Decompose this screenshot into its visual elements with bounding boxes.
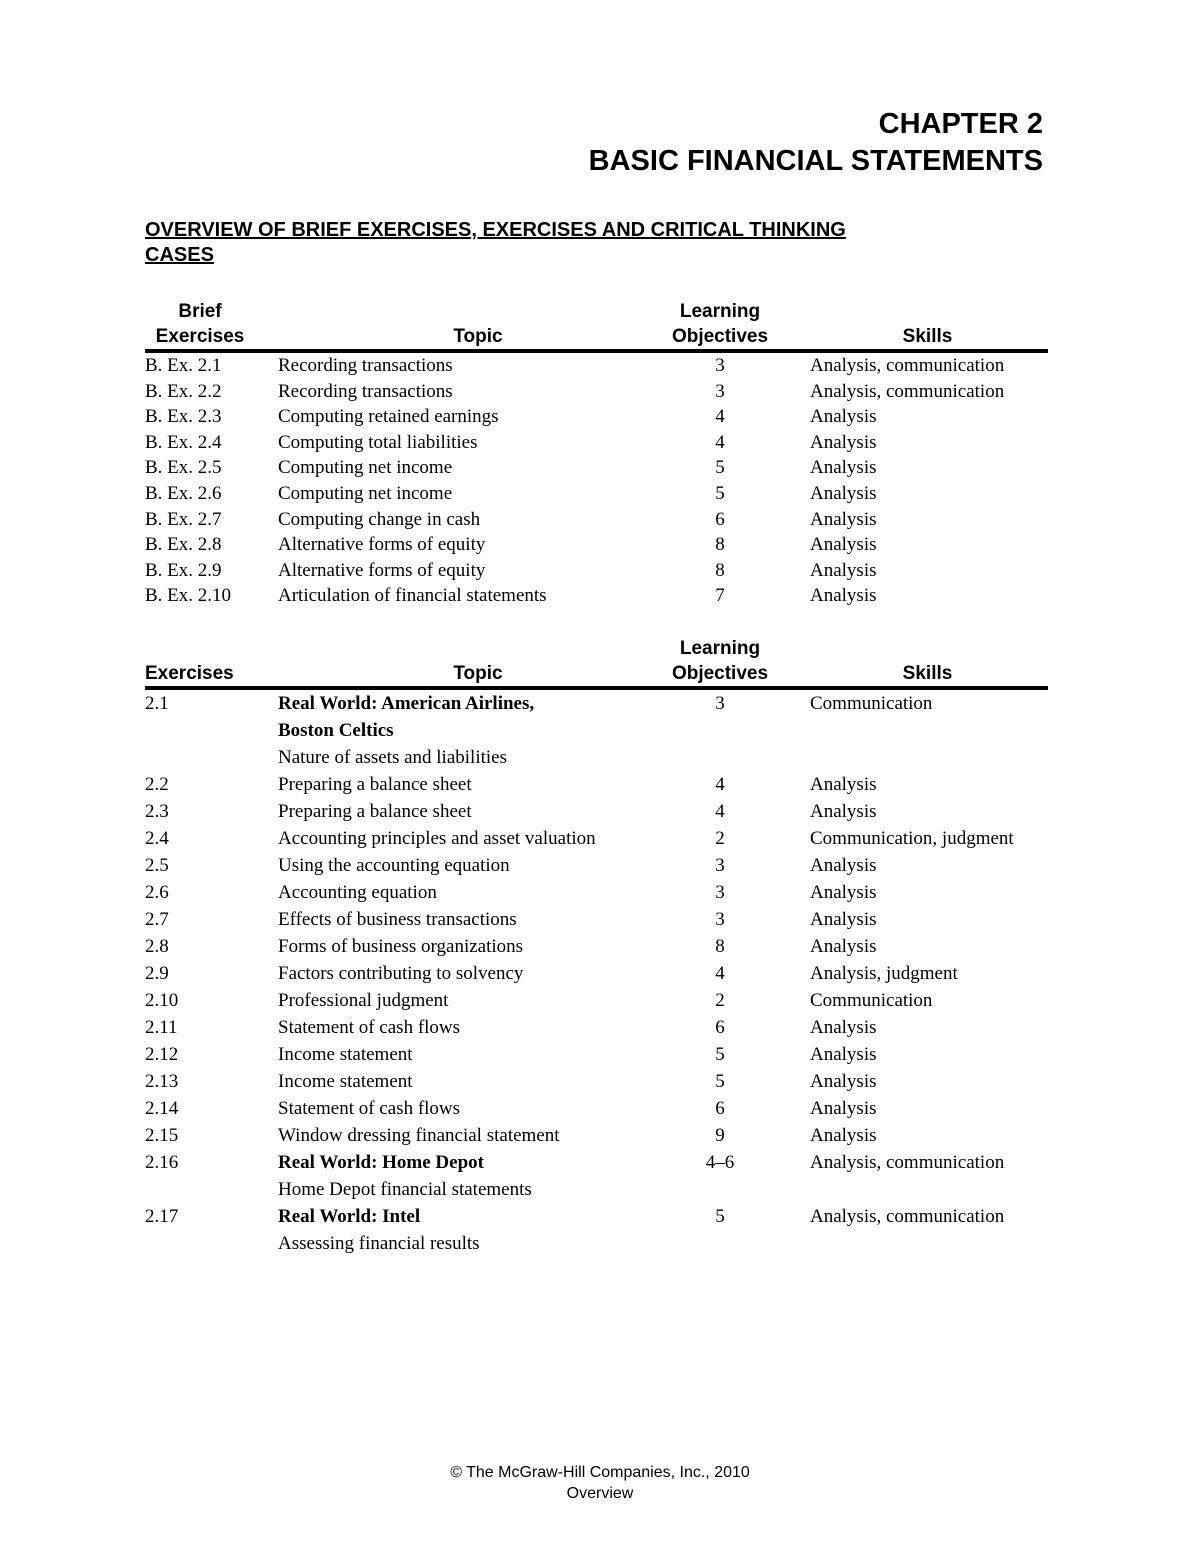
exercise-topic bbox=[278, 690, 658, 771]
header-line: Learning bbox=[679, 638, 761, 659]
exercise-skills: Analysis bbox=[810, 431, 877, 453]
brief-exercises-table bbox=[145, 299, 1048, 609]
header-line: Objectives bbox=[671, 663, 769, 684]
exercise-topic bbox=[278, 1122, 658, 1149]
exercises-table bbox=[145, 636, 1048, 1257]
learning-objective: 5 bbox=[715, 457, 725, 479]
exercise-skills: Communication, judgment bbox=[810, 828, 1014, 849]
header-skills: Skills bbox=[902, 663, 953, 684]
learning-objective: 3 bbox=[715, 355, 725, 376]
exercise-id: B. Ex. 2.5 bbox=[145, 457, 222, 479]
learning-objective: 4 bbox=[715, 406, 725, 428]
table-row bbox=[145, 1149, 1048, 1203]
topic-line: Income statement bbox=[278, 1044, 413, 1065]
exercise-topic: Computing retained earnings bbox=[278, 406, 499, 428]
topic-line: Real World: American Airlines, bbox=[278, 693, 535, 714]
exercise-id: 2.4 bbox=[145, 828, 169, 849]
table-row bbox=[145, 507, 1048, 533]
topic-line: Accounting principles and asset valuation bbox=[278, 828, 596, 849]
exercise-skills: Analysis bbox=[810, 406, 877, 428]
header-line: Learning bbox=[679, 301, 761, 322]
exercise-skills: Analysis bbox=[810, 1071, 877, 1092]
learning-objective: 8 bbox=[715, 534, 725, 556]
overview-heading-line1: OVERVIEW OF BRIEF EXERCISES, EXERCISES AND CRITICAL THINKING bbox=[145, 219, 846, 241]
header-learning-objectives bbox=[655, 299, 785, 349]
exercise-id: 2.8 bbox=[145, 936, 169, 957]
topic-line: Nature of assets and liabilities bbox=[278, 747, 507, 768]
table-row bbox=[145, 1068, 1048, 1095]
exercise-id: 2.10 bbox=[145, 990, 179, 1011]
exercise-topic: Recording transactions bbox=[278, 380, 453, 402]
exercise-topic: Alternative forms of equity bbox=[278, 534, 486, 556]
learning-objective: 8 bbox=[715, 936, 725, 957]
exercise-skills: Analysis, communication bbox=[810, 1152, 1005, 1173]
exercise-skills: Analysis bbox=[810, 936, 877, 957]
exercise-topic bbox=[278, 1149, 658, 1203]
brief-table-body bbox=[145, 353, 1048, 609]
topic-line: Boston Celtics bbox=[278, 720, 394, 741]
exercise-topic bbox=[278, 771, 658, 798]
learning-objective: 4 bbox=[715, 963, 725, 984]
exercise-skills: Analysis, communication bbox=[810, 1206, 1005, 1227]
exercise-topic bbox=[278, 960, 658, 987]
page-footer bbox=[0, 1462, 1200, 1504]
exercise-skills: Analysis, communication bbox=[810, 380, 1005, 402]
exercise-id: 2.17 bbox=[145, 1206, 179, 1227]
exercises-table-body bbox=[145, 690, 1048, 1257]
exercise-skills: Communication bbox=[810, 990, 933, 1011]
topic-line: Professional judgment bbox=[278, 990, 449, 1011]
table-row bbox=[145, 825, 1048, 852]
exercise-topic bbox=[278, 1068, 658, 1095]
learning-objective: 4 bbox=[715, 431, 725, 453]
exercise-skills: Communication bbox=[810, 693, 933, 714]
table-row bbox=[145, 879, 1048, 906]
header-line: Exercises bbox=[155, 326, 245, 347]
exercise-topic bbox=[278, 987, 658, 1014]
exercise-id: B. Ex. 2.10 bbox=[145, 585, 232, 607]
exercise-topic: Computing total liabilities bbox=[278, 431, 478, 453]
table-row bbox=[145, 379, 1048, 405]
exercise-topic bbox=[278, 825, 658, 852]
topic-line: Assessing financial results bbox=[278, 1233, 480, 1254]
table-row bbox=[145, 1041, 1048, 1068]
header-exercises: Exercises bbox=[145, 663, 234, 684]
exercise-skills: Analysis bbox=[810, 1098, 877, 1119]
exercise-skills: Analysis bbox=[810, 855, 877, 876]
exercise-skills: Analysis bbox=[810, 585, 877, 607]
exercise-id: 2.3 bbox=[145, 801, 169, 822]
chapter-title: BASIC FINANCIAL STATEMENTS bbox=[588, 145, 1043, 177]
exercise-id: 2.1 bbox=[145, 693, 169, 714]
footer-section-label: Overview bbox=[566, 1485, 634, 1502]
exercise-topic bbox=[278, 1041, 658, 1068]
table-row bbox=[145, 583, 1048, 609]
learning-objective: 3 bbox=[715, 909, 725, 930]
learning-objective: 4–6 bbox=[705, 1152, 735, 1173]
brief-table-header bbox=[145, 299, 1048, 353]
learning-objective: 6 bbox=[715, 508, 725, 530]
exercise-topic bbox=[278, 852, 658, 879]
learning-objective: 3 bbox=[715, 693, 725, 714]
exercise-skills: Analysis bbox=[810, 457, 877, 479]
exercise-topic bbox=[278, 906, 658, 933]
table-row bbox=[145, 771, 1048, 798]
header-line: Objectives bbox=[671, 326, 769, 347]
exercise-skills: Analysis bbox=[810, 801, 877, 822]
table-row bbox=[145, 798, 1048, 825]
exercise-id: B. Ex. 2.2 bbox=[145, 380, 222, 402]
exercise-skills: Analysis bbox=[810, 909, 877, 930]
exercise-topic: Computing net income bbox=[278, 482, 453, 504]
exercise-topic bbox=[278, 879, 658, 906]
topic-line: Window dressing financial statement bbox=[278, 1125, 560, 1146]
exercise-topic: Computing change in cash bbox=[278, 508, 481, 530]
exercise-id: 2.6 bbox=[145, 882, 169, 903]
learning-objective: 3 bbox=[715, 882, 725, 903]
learning-objective: 3 bbox=[715, 855, 725, 876]
topic-line: Statement of cash flows bbox=[278, 1098, 461, 1119]
exercise-topic bbox=[278, 1014, 658, 1041]
table-row bbox=[145, 353, 1048, 379]
learning-objective: 6 bbox=[715, 1098, 725, 1119]
table-row bbox=[145, 852, 1048, 879]
exercise-id: 2.11 bbox=[145, 1017, 178, 1038]
topic-line: Real World: Home Depot bbox=[278, 1152, 484, 1173]
table-row bbox=[145, 455, 1048, 481]
exercise-topic bbox=[278, 798, 658, 825]
table-row bbox=[145, 960, 1048, 987]
exercise-topic bbox=[278, 1203, 658, 1257]
exercise-topic: Computing net income bbox=[278, 457, 453, 479]
header-learning-objectives bbox=[655, 636, 785, 686]
exercise-id: B. Ex. 2.9 bbox=[145, 559, 222, 581]
table-row bbox=[145, 1095, 1048, 1122]
topic-line: Effects of business transactions bbox=[278, 909, 517, 930]
header-line: Brief bbox=[178, 301, 222, 322]
exercise-skills: Analysis bbox=[810, 508, 877, 530]
header-topic: Topic bbox=[453, 663, 503, 684]
exercise-skills: Analysis bbox=[810, 882, 877, 903]
copyright-notice: © The McGraw-Hill Companies, Inc., 2010 bbox=[450, 1464, 750, 1481]
learning-objective: 6 bbox=[715, 1017, 725, 1038]
header-topic: Topic bbox=[453, 326, 503, 347]
table-row bbox=[145, 906, 1048, 933]
exercise-topic bbox=[278, 1095, 658, 1122]
table-row bbox=[145, 987, 1048, 1014]
exercise-id: B. Ex. 2.6 bbox=[145, 482, 222, 504]
overview-heading-line2: CASES bbox=[145, 244, 214, 266]
exercise-id: 2.5 bbox=[145, 855, 169, 876]
exercise-id: 2.14 bbox=[145, 1098, 179, 1119]
exercise-skills: Analysis bbox=[810, 482, 877, 504]
learning-objective: 5 bbox=[715, 482, 725, 504]
exercise-id: 2.7 bbox=[145, 909, 169, 930]
topic-line: Statement of cash flows bbox=[278, 1017, 461, 1038]
table-row bbox=[145, 558, 1048, 584]
exercise-id: 2.13 bbox=[145, 1071, 179, 1092]
exercise-id: B. Ex. 2.1 bbox=[145, 355, 222, 376]
exercise-skills: Analysis bbox=[810, 534, 877, 556]
learning-objective: 4 bbox=[715, 801, 725, 822]
exercise-skills: Analysis bbox=[810, 1017, 877, 1038]
header-skills: Skills bbox=[902, 326, 953, 347]
exercise-id: 2.12 bbox=[145, 1044, 179, 1065]
table-row bbox=[145, 532, 1048, 558]
chapter-heading bbox=[589, 106, 1043, 180]
learning-objective: 7 bbox=[715, 585, 725, 607]
table-row bbox=[145, 690, 1048, 771]
learning-objective: 5 bbox=[715, 1044, 725, 1065]
exercises-table-header bbox=[145, 636, 1048, 690]
learning-objective: 2 bbox=[715, 828, 725, 849]
topic-line: Preparing a balance sheet bbox=[278, 774, 472, 795]
learning-objective: 9 bbox=[715, 1125, 725, 1146]
exercise-id: 2.16 bbox=[145, 1152, 179, 1173]
learning-objective: 2 bbox=[715, 990, 725, 1011]
exercise-id: 2.2 bbox=[145, 774, 169, 795]
exercise-id: B. Ex. 2.7 bbox=[145, 508, 222, 530]
learning-objective: 5 bbox=[715, 1071, 725, 1092]
header-brief-exercises bbox=[145, 299, 255, 349]
exercise-topic: Alternative forms of equity bbox=[278, 559, 486, 581]
table-row bbox=[145, 404, 1048, 430]
table-row bbox=[145, 1203, 1048, 1257]
exercise-id: B. Ex. 2.3 bbox=[145, 406, 222, 428]
exercise-skills: Analysis, judgment bbox=[810, 963, 958, 984]
exercise-id: 2.15 bbox=[145, 1125, 179, 1146]
learning-objective: 4 bbox=[715, 774, 725, 795]
exercise-topic: Recording transactions bbox=[278, 355, 453, 376]
topic-line: Accounting equation bbox=[278, 882, 437, 903]
table-row bbox=[145, 1014, 1048, 1041]
topic-line: Factors contributing to solvency bbox=[278, 963, 524, 984]
overview-heading bbox=[145, 218, 975, 268]
topic-line: Real World: Intel bbox=[278, 1206, 421, 1227]
exercise-id: 2.9 bbox=[145, 963, 169, 984]
learning-objective: 8 bbox=[715, 559, 725, 581]
learning-objective: 5 bbox=[715, 1206, 725, 1227]
table-row bbox=[145, 481, 1048, 507]
exercise-id: B. Ex. 2.4 bbox=[145, 431, 222, 453]
topic-line: Using the accounting equation bbox=[278, 855, 510, 876]
exercise-id: B. Ex. 2.8 bbox=[145, 534, 222, 556]
exercise-topic: Articulation of financial statements bbox=[278, 585, 547, 607]
exercise-skills: Analysis bbox=[810, 1044, 877, 1065]
topic-line: Forms of business organizations bbox=[278, 936, 524, 957]
exercise-topic bbox=[278, 933, 658, 960]
exercise-skills: Analysis bbox=[810, 559, 877, 581]
table-row bbox=[145, 933, 1048, 960]
exercise-skills: Analysis, communication bbox=[810, 355, 1005, 376]
table-row bbox=[145, 430, 1048, 456]
exercise-skills: Analysis bbox=[810, 1125, 877, 1146]
topic-line: Income statement bbox=[278, 1071, 413, 1092]
learning-objective: 3 bbox=[715, 380, 725, 402]
topic-line: Home Depot financial statements bbox=[278, 1179, 532, 1200]
exercise-skills: Analysis bbox=[810, 774, 877, 795]
table-row bbox=[145, 1122, 1048, 1149]
chapter-number: CHAPTER 2 bbox=[878, 108, 1043, 140]
topic-line: Preparing a balance sheet bbox=[278, 801, 472, 822]
